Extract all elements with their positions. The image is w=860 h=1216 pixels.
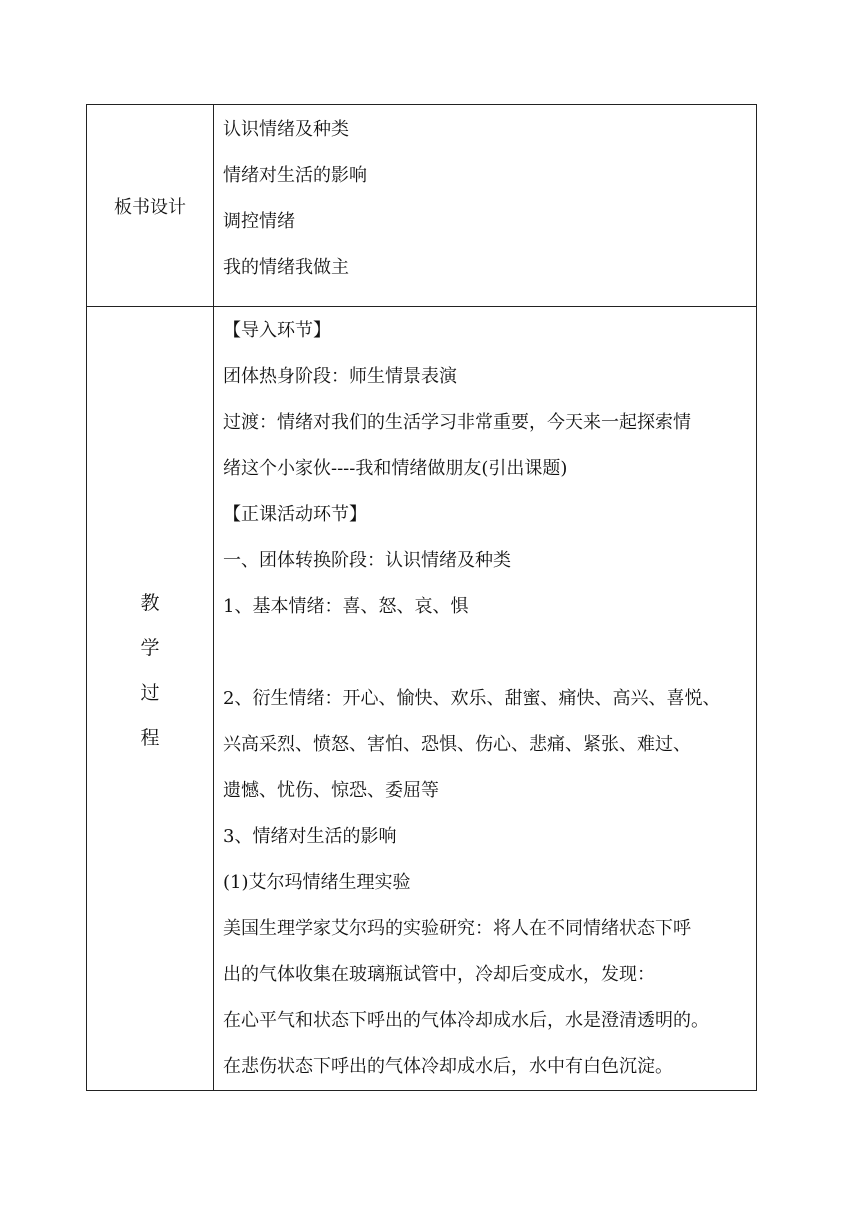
board-line: 调控情绪 bbox=[223, 211, 295, 232]
process-line: 一、团体转换阶段：认识情绪及种类 bbox=[223, 550, 511, 571]
process-line: 【导入环节】 bbox=[223, 320, 331, 341]
board-design-content bbox=[214, 105, 757, 307]
lesson-plan-table bbox=[86, 104, 757, 1091]
process-line: 遗憾、忧伤、惊恐、委屈等 bbox=[223, 780, 439, 801]
board-line: 认识情绪及种类 bbox=[223, 119, 349, 140]
process-line: 绪这个小家伙----我和情绪做朋友(引出课题) bbox=[223, 458, 568, 479]
process-line: 2、衍生情绪：开心、愉快、欢乐、甜蜜、痛快、高兴、喜悦、 bbox=[223, 688, 721, 709]
process-line: 【正课活动环节】 bbox=[223, 504, 367, 525]
process-label-char: 过 bbox=[140, 682, 160, 704]
board-line: 我的情绪我做主 bbox=[223, 257, 349, 278]
process-label-char: 学 bbox=[140, 637, 160, 659]
process-line: 1、基本情绪：喜、怒、哀、惧 bbox=[223, 596, 469, 617]
process-line: 在心平气和状态下呼出的气体冷却成水后，水是澄清透明的。 bbox=[223, 1010, 709, 1031]
process-line: 兴高采烈、愤怒、害怕、恐惧、伤心、悲痛、紧张、难过、 bbox=[223, 734, 691, 755]
process-label-char: 程 bbox=[140, 727, 160, 749]
teaching-process-row bbox=[87, 307, 757, 1091]
process-line: 出的气体收集在玻璃瓶试管中，冷却后变成水，发现： bbox=[223, 964, 655, 985]
board-design-label: 板书设计 bbox=[87, 105, 214, 307]
board-design-row bbox=[87, 105, 757, 307]
teaching-process-content bbox=[214, 307, 757, 1091]
process-line: 团体热身阶段：师生情景表演 bbox=[223, 366, 457, 387]
process-label-char: 教 bbox=[140, 592, 160, 614]
blank-line bbox=[223, 630, 752, 676]
process-line: 3、情绪对生活的影响 bbox=[223, 826, 397, 847]
process-line: 美国生理学家艾尔玛的实验研究：将人在不同情绪状态下呼 bbox=[223, 918, 691, 939]
process-line: (1)艾尔玛情绪生理实验 bbox=[223, 872, 411, 893]
process-line: 在悲伤状态下呼出的气体冷却成水后，水中有白色沉淀。 bbox=[223, 1056, 673, 1077]
teaching-process-label bbox=[87, 307, 214, 1091]
board-line: 情绪对生活的影响 bbox=[223, 165, 367, 186]
process-line: 过渡：情绪对我们的生活学习非常重要，今天来一起探索情 bbox=[223, 412, 691, 433]
